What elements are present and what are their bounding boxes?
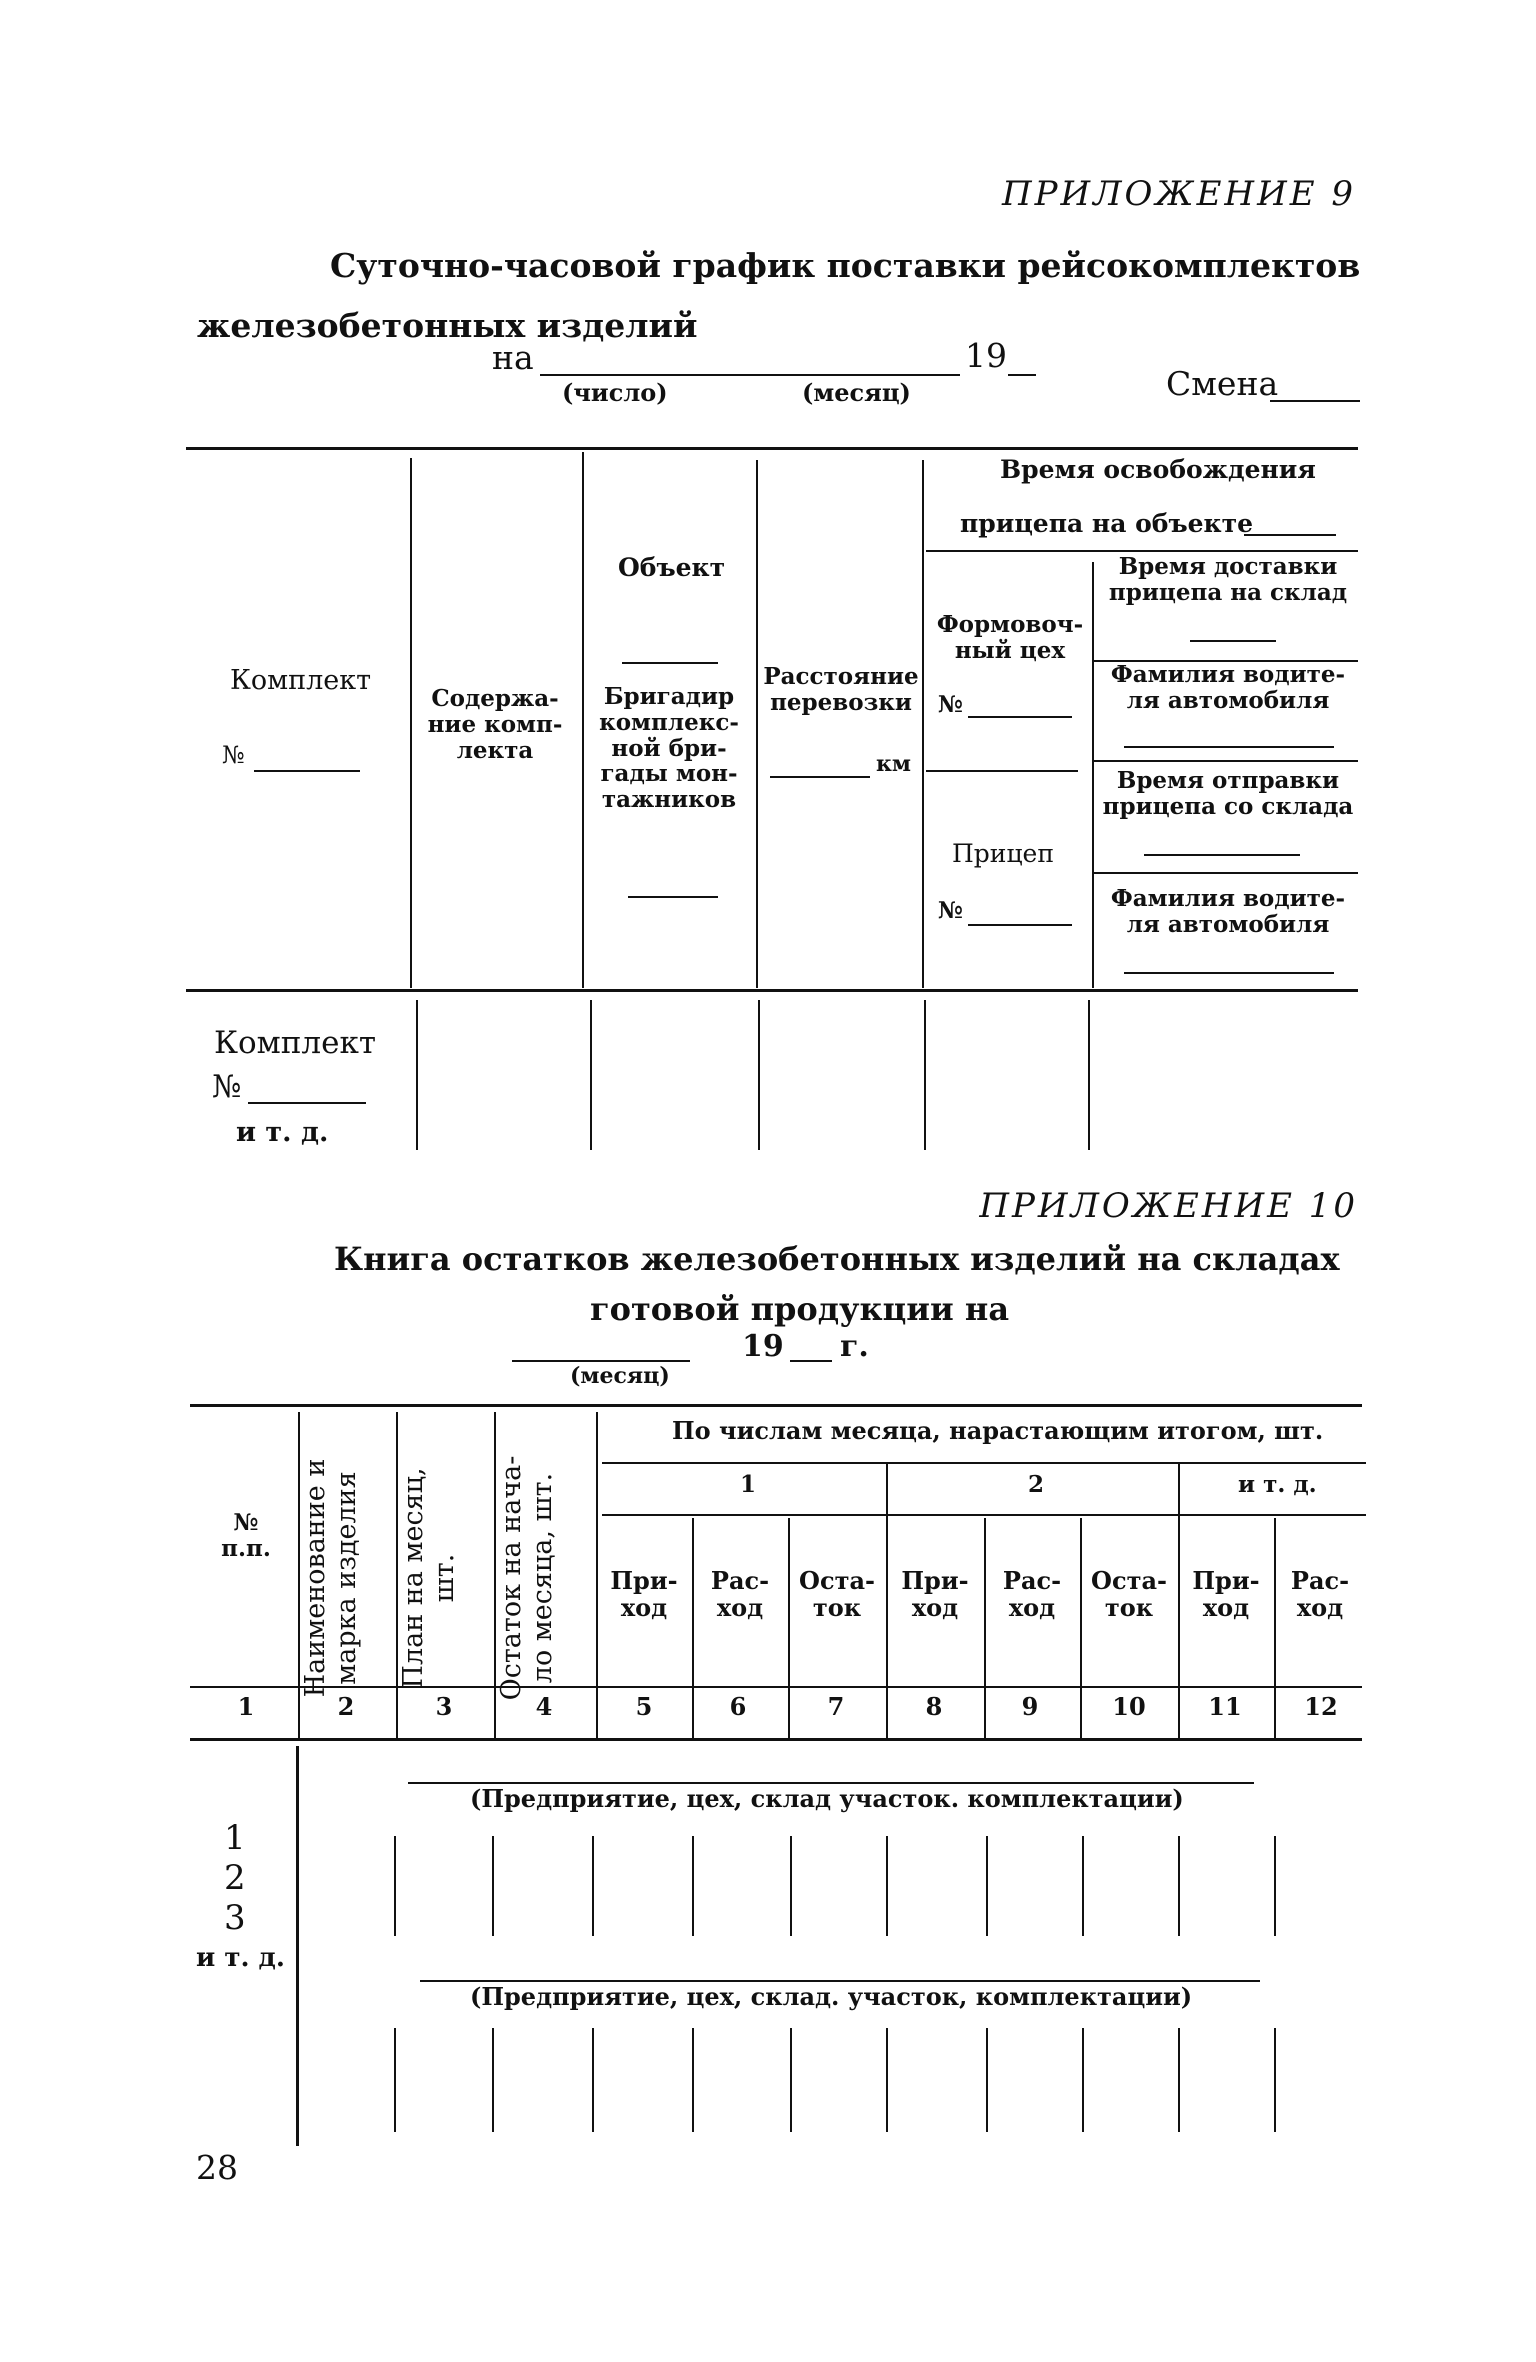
table10-col-divider [692, 1518, 694, 1738]
col-object: Объект [618, 553, 726, 582]
table10-col-divider [788, 1518, 790, 1738]
table10-body-divider [986, 2028, 988, 2132]
molding-shop: Формовоч- ный цех [936, 611, 1084, 664]
table10-body-divider [692, 2028, 694, 2132]
table9-body-divider [1088, 1000, 1090, 1150]
table10-days-rule [602, 1462, 1366, 1464]
date-year: 19 [965, 336, 1007, 375]
appendix-10-title-line2: готовой продукции на [590, 1290, 1010, 1328]
month-caption: (месяц) [570, 1363, 670, 1389]
col-number: 2 [337, 1692, 355, 1721]
table10-body-divider [394, 1836, 396, 1936]
col-distance: Расстояние перевозки [763, 663, 919, 716]
object-blank-line [622, 662, 718, 664]
row-kit-label: Комплект [214, 1025, 376, 1061]
brigadier-blank-line [628, 896, 718, 898]
appendix-9-title: Суточно-часовой график поставки рейсокомплектов [330, 246, 1361, 285]
col-kit-content: Содержа- ние комп- лекта [427, 685, 563, 764]
appendix-9-title-line2: железобетонных изделий [197, 306, 698, 345]
row-number: 2 [224, 1858, 246, 1898]
table10-body-divider [1274, 2028, 1276, 2132]
month-blank-line [512, 1360, 690, 1362]
row-etc: и т. д. [236, 1117, 329, 1148]
driver-name-1: Фамилия водите- ля автомобиля [1110, 661, 1346, 714]
table10-body-left-rule [296, 1746, 299, 2146]
enterprise-caption-2: (Предприятие, цех, склад. участок, комплектации) [470, 1982, 1193, 2011]
kit-no-blank-line [254, 770, 360, 772]
col-opening-balance: Остаток на нача- ло месяца, шт. [496, 1455, 559, 1701]
table9-top-rule [186, 447, 1358, 450]
date-caption-month: (месяц) [802, 378, 911, 407]
sub-header-expense: Рас- ход [1002, 1566, 1062, 1622]
row-etc: и т. д. [196, 1943, 285, 1973]
driver-name-2-blank-line [1124, 972, 1334, 974]
trailer-no: № [938, 897, 963, 924]
table9-col-divider [582, 452, 584, 988]
table10-body-divider [1178, 2028, 1180, 2132]
table9-right-rule [1094, 872, 1358, 874]
col-number: 10 [1112, 1692, 1146, 1721]
table10-col-divider [1080, 1518, 1082, 1738]
col-number: 8 [925, 1692, 943, 1721]
table10-group-rule [602, 1514, 1366, 1516]
table10-numbers-rule [190, 1738, 1362, 1741]
table10-body-divider [1082, 1836, 1084, 1936]
page-number: 28 [196, 2148, 238, 2187]
table10-body-divider [886, 1836, 888, 1936]
table9-header-rule [186, 989, 1358, 992]
day-group-etc: и т. д. [1238, 1471, 1317, 1498]
shift-label: Смена [1166, 364, 1279, 403]
col-number: 3 [435, 1692, 453, 1721]
table10-top-rule [190, 1404, 1362, 1407]
table10-body-divider [592, 2028, 594, 2132]
table9-col-divider [410, 458, 412, 988]
table9-right-rule [1094, 760, 1358, 762]
col-month-plan: План на месяц, шт. [398, 1467, 461, 1689]
table9-molding-rule [926, 770, 1078, 772]
appendix-9-label: ПРИЛОЖЕНИЕ 9 [1001, 174, 1356, 214]
sub-header-income: При- ход [901, 1566, 969, 1622]
sub-header-balance: Оста- ток [799, 1566, 875, 1622]
appendix-10-title: Книга остатков железобетонных изделий на складах [334, 1240, 1340, 1278]
appendix-10-label: ПРИЛОЖЕНИЕ 10 [979, 1186, 1358, 1226]
shift-blank-line [1270, 400, 1360, 402]
table10-body-divider [692, 1836, 694, 1936]
table9-body-divider [924, 1000, 926, 1150]
table9-release-rule [926, 550, 1358, 552]
table10-col-divider [984, 1518, 986, 1738]
col-kit-no: № [222, 741, 245, 769]
enterprise-caption-1: (Предприятие, цех, склад участок. комплектации) [470, 1784, 1184, 1813]
table10-body-divider [592, 1836, 594, 1936]
table10-body-divider [1082, 2028, 1084, 2132]
sub-header-balance: Оста- ток [1091, 1566, 1167, 1622]
col-product-name: Наименование и марка изделия [300, 1458, 363, 1698]
table9-body-divider [590, 1000, 592, 1150]
delivery-time: Время доставки прицепа на склад [1108, 553, 1348, 606]
date-caption-day: (число) [562, 378, 668, 407]
table10-col-divider [1274, 1518, 1276, 1738]
row-kit-no: № [212, 1069, 242, 1105]
col-number: 6 [729, 1692, 747, 1721]
table9-col-divider [756, 460, 758, 988]
release-time-line2: прицепа на объекте [960, 509, 1253, 538]
year-suffix: г. [840, 1329, 869, 1364]
col-number: 5 [635, 1692, 653, 1721]
sub-header-expense: Рас- ход [1290, 1566, 1350, 1622]
col-number: 4 [535, 1692, 553, 1721]
col-number: 12 [1304, 1692, 1338, 1721]
row-number: 3 [224, 1898, 246, 1938]
date-prefix: на [492, 338, 534, 377]
dispatch-time-blank-line [1144, 854, 1300, 856]
by-days-header: По числам месяца, нарастающим итогом, шт. [672, 1416, 1324, 1445]
table10-body-divider [394, 2028, 396, 2132]
day-group-2: 2 [1028, 1471, 1045, 1498]
col-number: 7 [827, 1692, 845, 1721]
molding-shop-no: № [938, 691, 963, 718]
dispatch-time: Время отправки прицепа со склада [1102, 767, 1354, 820]
row-number: 1 [224, 1818, 246, 1858]
table10-body-divider [1274, 1836, 1276, 1936]
trailer-no-blank-line [968, 924, 1072, 926]
col-number: 11 [1208, 1692, 1242, 1721]
table10-body-divider [790, 2028, 792, 2132]
col-brigadier: Бригадир комплекс- ной бри- гады мон- тажников [599, 683, 739, 813]
table9-body-divider [416, 1000, 418, 1150]
day-group-1: 1 [740, 1471, 757, 1498]
sub-header-expense: Рас- ход [710, 1566, 770, 1622]
col-kit-label: Комплект [230, 665, 372, 696]
date-blank-line [540, 374, 960, 376]
release-time-blank-line [1244, 534, 1336, 536]
year-blank-line [1008, 374, 1036, 376]
table10-body-divider [492, 1836, 494, 1936]
col-distance-unit: км [876, 751, 911, 777]
col-row-number: № п.п. [221, 1509, 271, 1562]
distance-blank-line [770, 776, 870, 778]
molding-no-blank-line [968, 716, 1072, 718]
row-kit-no-blank-line [248, 1102, 366, 1104]
year-text: 19 [742, 1329, 784, 1364]
delivery-time-blank-line [1190, 640, 1276, 642]
trailer-label: Прицеп [952, 839, 1055, 868]
col-number: 9 [1021, 1692, 1039, 1721]
table9-body-divider [758, 1000, 760, 1150]
table10-body-divider [886, 2028, 888, 2132]
driver-name-2: Фамилия водите- ля автомобиля [1110, 885, 1346, 938]
table10-body-divider [492, 2028, 494, 2132]
table10-body-divider [986, 1836, 988, 1936]
table10-body-divider [790, 1836, 792, 1936]
table10-body-divider [1178, 1836, 1180, 1936]
table9-col-divider [922, 460, 924, 988]
table9-col-divider [1092, 562, 1094, 988]
col-number: 1 [237, 1692, 255, 1721]
driver-name-1-blank-line [1124, 746, 1334, 748]
release-time: Время освобождения [1000, 455, 1316, 484]
sub-header-income: При- ход [1192, 1566, 1260, 1622]
year-blank-line-10 [790, 1360, 832, 1362]
sub-header-income: При- ход [610, 1566, 678, 1622]
